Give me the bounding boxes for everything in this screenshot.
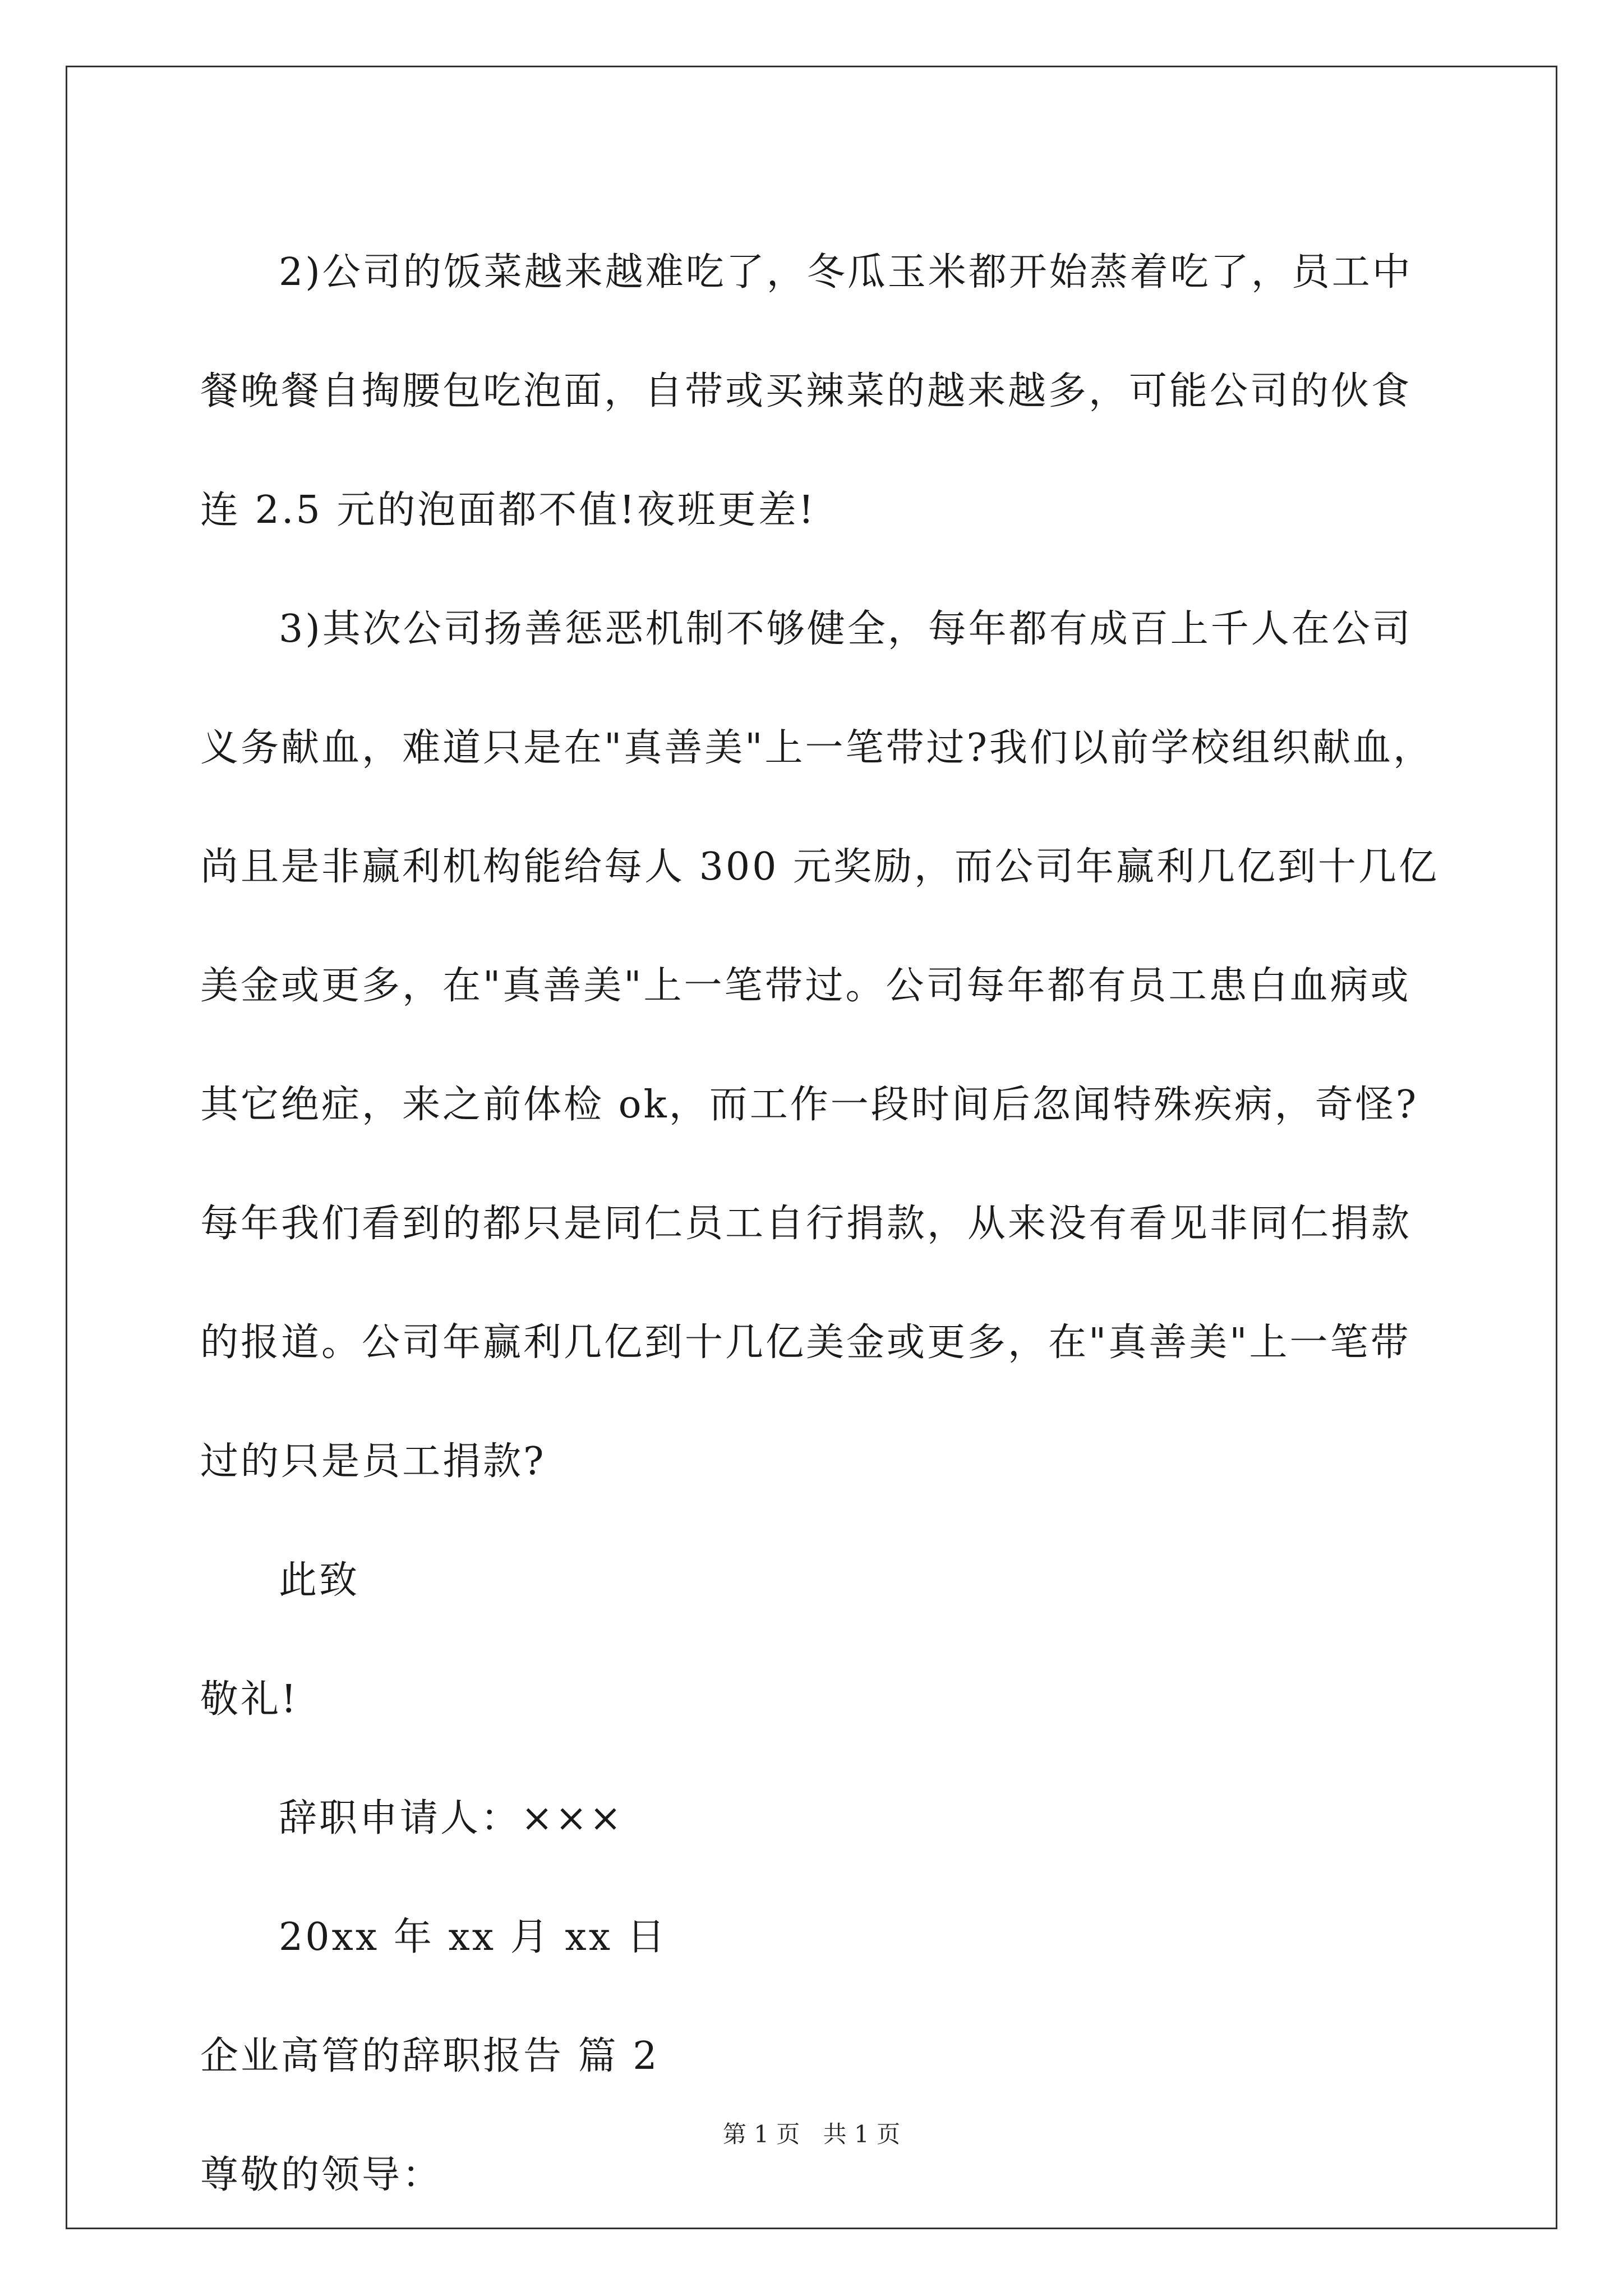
closing-salutation: 此致 bbox=[279, 1558, 360, 1603]
paragraph-line: 其它绝症，来之前体检 ok，而工作一段时间后忽闻特殊疾病，奇怪? bbox=[200, 1083, 1419, 1127]
signature-line: 辞职申请人：××× bbox=[279, 1796, 624, 1841]
section-heading: 企业高管的辞职报告 篇 2 bbox=[200, 2034, 660, 2078]
page-footer bbox=[0, 2118, 1623, 2151]
paragraph-line: 的报道。公司年赢利几亿到十几亿美金或更多，在"真善美"上一笔带 bbox=[200, 1320, 1411, 1365]
paragraph-line: 3)其次公司扬善惩恶机制不够健全，每年都有成百上千人在公司 bbox=[279, 607, 1413, 651]
document-body bbox=[200, 213, 1440, 2235]
paragraph-line: 过的只是员工捐款? bbox=[200, 1439, 546, 1484]
greeting-line: 尊敬的领导： bbox=[200, 2153, 443, 2197]
paragraph-line: 餐晚餐自掏腰包吃泡面，自带或买辣菜的越来越多，可能公司的伙食 bbox=[200, 369, 1412, 413]
paragraph-line: 连 2.5 元的泡面都不值!夜班更差! bbox=[200, 488, 817, 532]
page-number: 第 1 页 bbox=[722, 2120, 800, 2148]
paragraph-line: 每年我们看到的都只是同仁员工自行捐款，从来没有看见非同仁捐款 bbox=[200, 1202, 1412, 1246]
page-total: 共 1 页 bbox=[823, 2120, 901, 2148]
closing-regards: 敬礼! bbox=[200, 1677, 299, 1722]
paragraph-line: 美金或更多，在"真善美"上一笔带过。公司每年都有员工患白血病或 bbox=[200, 964, 1411, 1008]
paragraph-line: 2)公司的饭菜越来越难吃了，冬瓜玉米都开始蒸着吃了，员工中 bbox=[279, 250, 1413, 295]
paragraph-line: 义务献血，难道只是在"真善美"上一笔带过?我们以前学校组织献血， bbox=[200, 726, 1434, 770]
paragraph-line: 尚且是非赢利机构能给每人 300 元奖励，而公司年赢利几亿到十几亿 bbox=[200, 845, 1440, 889]
date-line: 20xx 年 xx 月 xx 日 bbox=[279, 1915, 667, 1959]
